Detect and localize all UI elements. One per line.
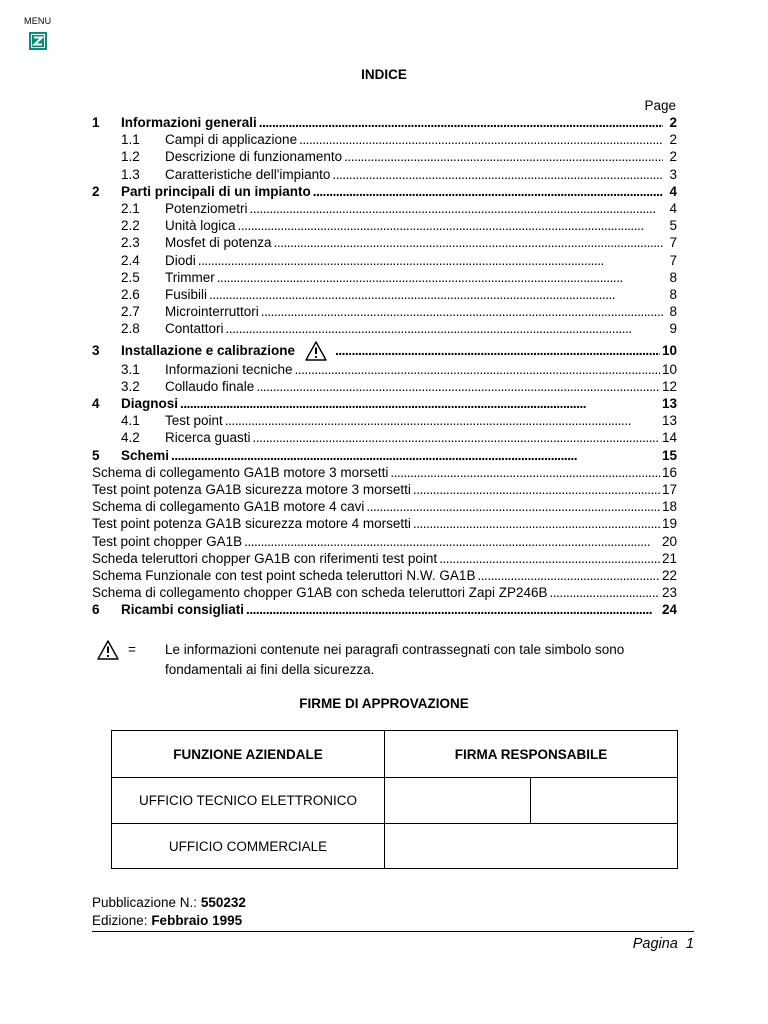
toc-leader-dots [390,464,660,481]
toc-entry-title: Descrizione di funzionamento [165,149,343,165]
toc-entry[interactable] [92,114,677,131]
toc-entry-page: 8 [669,269,677,285]
edition-value: Febbraio 1995 [151,913,243,928]
note-text: Le informazioni contenute nei paragrafi contrassegnati con tale simbolo sono fondamentali ai fini della sicurezza. [165,642,625,677]
toc-entry-number: 1 [92,115,100,130]
toc-entry-number: 2.4 [121,252,140,268]
toc-entry[interactable] [92,361,677,378]
toc-entry[interactable] [92,481,677,498]
toc-entry-page: 5 [669,218,677,234]
toc-leader-dots [244,533,660,550]
warning-triangle-icon [97,640,119,666]
toc-entry-title: Test point potenza GA1B sicurezza motore 3 morsetti [92,482,411,497]
toc-entry-title: Mosfet di potenza [165,235,272,251]
toc-entry-number: 2.2 [121,218,140,234]
toc-entry-page: 18 [661,499,677,515]
page-column-header: Page [644,98,676,113]
toc-entry-page: 2 [669,115,677,130]
row-function-1: UFFICIO TECNICO ELETTRONICO [138,793,357,808]
toc-entry-number: 1.3 [121,166,140,182]
toc-entry-page: 10 [661,361,677,377]
toc-entry[interactable] [92,286,677,303]
toc-entry[interactable] [92,447,677,464]
toc-entry-page: 24 [661,602,677,618]
toc-entry-title: Ricambi consigliati [121,602,245,618]
toc-entry[interactable] [92,183,677,200]
toc-entry-title: Test point [165,413,223,429]
toc-leader-dots [259,114,663,131]
toc-entry[interactable] [92,166,677,183]
footer-divider [92,931,694,932]
toc-entry[interactable] [92,303,677,320]
toc-entry[interactable] [92,217,677,234]
toc-entry-page: 17 [661,482,677,497]
toc-entry-page: 4 [669,183,677,199]
toc-leader-dots [198,252,663,269]
toc-entry-number: 2.1 [121,201,140,216]
toc-leader-dots [413,481,660,498]
toc-entry-number: 4.1 [121,413,140,429]
toc-entry-page: 2 [669,149,677,165]
toc-entry-number: 5 [92,447,100,463]
header-function: FUNZIONE AZIENDALE [173,746,323,762]
toc-leader-dots [344,148,663,165]
toc-entry-page: 8 [669,304,677,320]
toc-entry[interactable] [92,533,677,550]
toc-entry-page: 3 [669,166,677,182]
toc-entry-page: 13 [661,413,677,429]
toc-entry[interactable] [92,252,677,269]
toc-leader-dots [477,567,660,584]
toc-leader-dots [274,234,663,251]
toc-leader-dots [299,131,663,148]
toc-entry-number: 2.5 [121,269,140,285]
toc-leader-dots [180,395,660,412]
toc-entry-number: 2.8 [121,321,140,337]
toc-entry-page: 7 [669,235,677,251]
toc-entry-title: Fusibili [165,287,208,302]
toc-entry-title: Campi di applicazione [165,132,298,148]
toc-leader-dots [171,447,660,464]
toc-entry[interactable] [92,567,677,584]
toc-entry[interactable] [92,234,677,251]
toc-entry[interactable] [92,148,677,165]
toc-entry-number: 2 [92,183,100,199]
toc-entry-page: 2 [669,132,677,148]
signatures-title: FIRME DI APPROVAZIONE [299,696,469,711]
toc-entry-title: Schema di collegamento GA1B motore 4 cavi [92,499,365,515]
toc-leader-dots [439,550,660,567]
toc-entry-page: 19 [661,516,677,532]
signatures-table [111,730,678,869]
toc-entry-number: 1.1 [121,132,140,148]
toc-entry-title: Test point potenza GA1B sicurezza motore 4 morsetti [92,516,411,532]
toc-entry-number: 4 [92,396,100,411]
toc-entry-page: 13 [661,396,677,411]
toc-leader-dots [261,303,663,320]
toc-entry-title: Trimmer [165,269,215,285]
toc-entry-number: 2.7 [121,304,140,320]
toc-entry-number: 2.6 [121,287,140,302]
toc-entry-title: Test point chopper GA1B [92,533,243,549]
toc-entry-title: Caratteristiche dell'impianto [165,166,331,182]
edition-label: Edizione: [92,913,148,928]
toc-entry-title: Microinterruttori [165,304,259,320]
signature-cell-1a [385,778,530,823]
toc-entry[interactable] [92,320,677,337]
toc-entry[interactable] [92,378,677,395]
toc-leader-dots [238,217,663,234]
toc-entry-page: 15 [661,447,677,463]
toc-entry-title: Informazioni generali [121,115,257,130]
toc-entry[interactable] [92,200,677,217]
toc-entry[interactable] [92,395,677,412]
toc-leader-dots [225,412,660,429]
page-number: Pagina 1 [632,936,694,952]
toc-leader-dots [413,515,660,532]
toc-entry-page: 8 [669,287,677,302]
toc-entry-number: 1.2 [121,149,140,165]
publication-number: 550232 [200,895,246,910]
header-signature: FIRMA RESPONSABILE [454,746,608,762]
toc-entry-page: 9 [669,321,677,337]
toc-entry-page: 21 [661,550,677,566]
signature-cell-2 [385,824,677,868]
publication-number-label: Pubblicazione N.: [92,895,198,910]
toc-entry-page: 12 [661,378,677,394]
toc-entry-title: Diagnosi [121,396,179,411]
toc-entry-title: Parti principali di un impianto [121,183,311,199]
toc-leader-dots [246,601,660,618]
toc-leader-dots [250,200,663,217]
toc-leader-dots [256,378,660,395]
toc-entry[interactable] [92,269,677,286]
toc-leader-dots [313,183,663,200]
toc-entry-number: 6 [92,602,100,618]
toc-entry-page: 22 [661,568,677,583]
warning-triangle-icon [305,341,327,361]
toc-leader-dots [226,320,663,337]
toc-entry[interactable] [92,464,677,481]
toc-entry-title: Scheda teleruttori chopper GA1B con riferimenti test point [92,550,438,566]
toc-entry-title: Schema di collegamento chopper G1AB con scheda teleruttori Zapi ZP246B [92,585,548,601]
toc-entry-number: 3.2 [121,378,140,394]
toc-entry-title: Ricerca guasti [165,430,251,446]
toc-entry-title: Schema Funzionale con test point scheda teleruttori N.W. GA1B [92,568,476,583]
toc-entry-number: 4.2 [121,430,140,446]
index-title: INDICE [361,67,407,82]
toc-entry[interactable] [92,550,677,567]
toc-leader-dots [332,166,663,183]
toc-entry-title: Schema di collegamento GA1B motore 3 morsetti [92,464,389,480]
toc-entry-number: 3 [92,342,100,358]
toc-entry-title: Installazione e calibrazione [121,342,296,358]
toc-entry-title: Unità logica [165,218,236,234]
toc-leader-dots [253,429,660,446]
publication-info [92,894,246,930]
toc-leader-dots [335,341,660,361]
toc-entry-title: Schemi [121,447,170,463]
toc-entry-page: 23 [661,585,677,601]
toc-entry[interactable] [92,584,677,601]
toc-entry-title: Collaudo finale [165,378,255,394]
toc-entry-number: 2.3 [121,235,140,251]
signature-cell-1b [531,778,677,823]
toc-entry-page: 16 [661,464,677,480]
note-equals: = [128,642,136,657]
toc-entry-page: 10 [661,342,677,358]
row-function-2: UFFICIO COMMERCIALE [168,838,328,854]
toc-entry-page: 4 [669,201,677,216]
toc-entry-page: 7 [669,252,677,268]
toc-entry-title: Potenziometri [165,201,248,216]
toc-entry-title: Diodi [165,252,196,268]
toc-entry[interactable] [92,515,677,532]
menu-label: MENU [24,16,52,26]
toc-leader-dots [295,361,660,378]
toc-entry-page: 14 [661,430,677,446]
toc-leader-dots [550,584,660,601]
toc-leader-dots [217,269,663,286]
toc-entry-title: Informazioni tecniche [165,361,293,377]
toc-entry[interactable] [92,412,677,429]
toc-entry[interactable] [92,429,677,446]
toc-leader-dots [366,498,660,515]
toc-entry-page: 20 [661,533,677,549]
menu-button[interactable] [29,32,47,50]
toc-entry-title: Contattori [165,321,224,337]
toc-leader-dots [209,286,663,303]
toc-entry[interactable] [92,131,677,148]
toc-entry[interactable] [92,498,677,515]
toc-entry[interactable] [92,341,677,361]
toc-entry-number: 3.1 [121,361,140,377]
menu-z-icon [31,34,45,48]
toc-entry[interactable] [92,601,677,618]
